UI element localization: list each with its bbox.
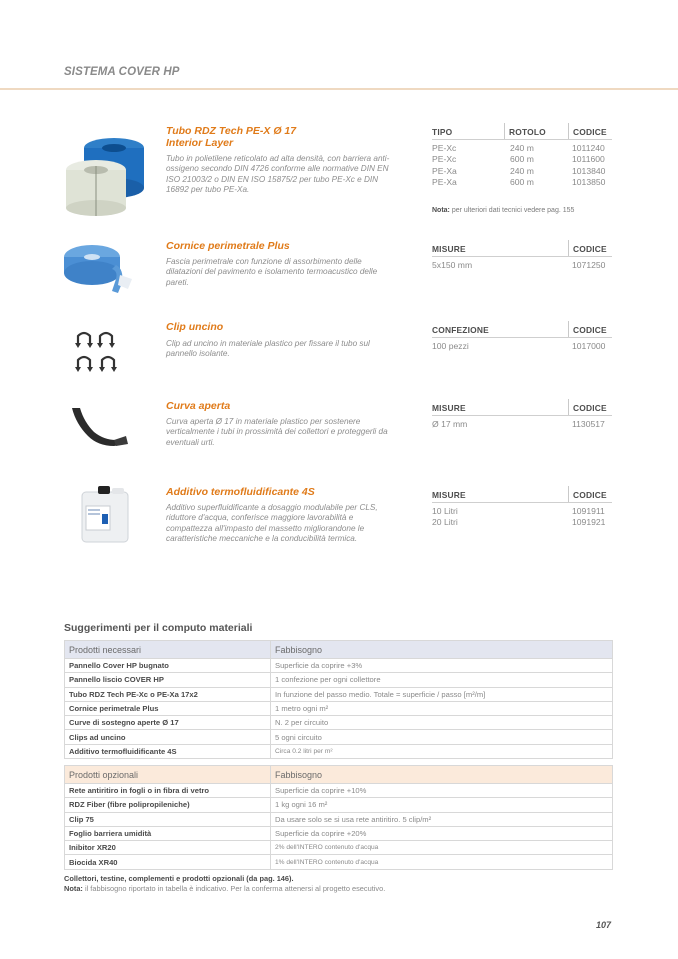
spec-row (432, 143, 612, 154)
spec-header: CODICE (568, 123, 612, 139)
spec-row (432, 517, 612, 528)
spec-cell: 1011240 (572, 143, 605, 153)
spec-table (432, 124, 612, 189)
requirement-cell: Superficie da coprire +10% (271, 784, 613, 798)
requirement-cell: Superficie da coprire +20% (271, 826, 613, 840)
spec-header: MISURE (432, 244, 466, 254)
footnote-note (64, 884, 385, 893)
spec-cell: 100 pezzi (432, 341, 469, 351)
required-products-table (64, 640, 613, 759)
product-name: Additivo termofluidificante 4S (166, 486, 315, 498)
spec-note (432, 207, 574, 214)
requirement-cell: 1 kg ogni 16 m² (271, 798, 613, 812)
requirement-cell: 5 ogni circuito (271, 730, 613, 744)
spec-header: CODICE (568, 240, 612, 256)
table-row (65, 673, 613, 687)
pipe-coils-icon (58, 118, 158, 218)
product-cell: Pannello liscio COVER HP (65, 673, 271, 687)
table-row (65, 826, 613, 840)
spec-cell: 5x150 mm (432, 260, 473, 270)
section-title: SISTEMA COVER HP (64, 66, 180, 78)
spec-header: MISURE (432, 403, 466, 413)
spec-row (432, 419, 612, 430)
product-cell: Pannello Cover HP bugnato (65, 659, 271, 673)
spec-header: ROTOLO (504, 123, 568, 139)
spec-cell: 240 m (510, 165, 534, 176)
table-header: Prodotti opzionali (65, 766, 271, 784)
spec-cell: 1091921 (572, 517, 606, 528)
spec-cell: PE-Xa (432, 177, 457, 188)
product-description: Tubo in polietilene reticolato ad alta densità, con barriera anti-ossigeno secondo DIN 4726 conforme alle normative DIN EN ISO 21003/2 o DIN EN ISO 15875/2 per tubo PE-Xc e DIN 16892 per tubo PE-Xa. (166, 154, 390, 195)
spec-cell: 1017000 (572, 341, 606, 351)
spec-cell: 600 m (510, 177, 534, 188)
open-bend-icon (58, 402, 158, 452)
canister-icon (58, 484, 158, 544)
table-row (65, 798, 613, 812)
spec-row (432, 154, 612, 165)
spec-table (432, 400, 612, 430)
spec-cell: 1013850 (572, 177, 606, 188)
product-cell: RDZ Fiber (fibre polipropileniche) (65, 798, 271, 812)
requirement-cell: Superficie da coprire +3% (271, 659, 613, 673)
requirement-cell: Circa 0.2 litri per m² (271, 744, 613, 758)
requirement-cell: 2% dell'INTERO contenuto d'acqua (271, 841, 613, 855)
spec-cell: PE-Xc (432, 143, 457, 153)
product-cell: Clip 75 (65, 812, 271, 826)
product-description: Clip ad uncino in materiale plastico per fissare il tubo sul pannello isolante. (166, 339, 370, 359)
spec-cell: 240 m (510, 143, 534, 153)
spec-row (432, 260, 612, 271)
spec-table (432, 322, 612, 352)
footnote-references (64, 874, 294, 883)
spec-row (432, 506, 612, 517)
table-row (65, 701, 613, 715)
spec-header: CODICE (568, 321, 612, 337)
table-row (65, 841, 613, 855)
product-name-line2: Interior Layer (166, 137, 234, 149)
product-cell: Foglio barriera umidità (65, 826, 271, 840)
spec-cell: 1130517 (572, 419, 605, 429)
spec-cell: 1013840 (572, 165, 606, 176)
spec-cell: 20 Litri (432, 517, 458, 528)
product-cell: Additivo termofluidificante 4S (65, 744, 271, 758)
note-label: Nota: (432, 207, 450, 214)
product-name: Clip uncino (166, 321, 224, 333)
table-row (65, 659, 613, 673)
table-header: Fabbisogno (271, 641, 613, 659)
spec-cell: 1091911 (572, 506, 605, 516)
spec-table (432, 487, 612, 529)
table-row (65, 784, 613, 798)
table-header: Prodotti necessari (65, 641, 271, 659)
requirement-cell: N. 2 per circuito (271, 716, 613, 730)
spec-cell: PE-Xa (432, 165, 457, 176)
product-cell: Inibitor XR20 (65, 841, 271, 855)
perimeter-strip-roll-icon (58, 235, 158, 300)
product-name-line1: Tubo RDZ Tech PE-X Ø 17 (166, 125, 297, 137)
table-row (65, 716, 613, 730)
spec-header: MISURE (432, 490, 466, 500)
optional-products-table (64, 765, 613, 870)
note-label: Nota: (64, 884, 83, 893)
table-header: Fabbisogno (271, 766, 613, 784)
note-text: per ulteriori dati tecnici vedere pag. 155 (451, 207, 575, 214)
product-cell: Curve di sostegno aperte Ø 17 (65, 716, 271, 730)
product-name: Cornice perimetrale Plus (166, 240, 290, 252)
spec-cell: 10 Litri (432, 506, 458, 516)
product-name: Curva aperta (166, 400, 231, 412)
requirement-cell: 1 confezione per ogni collettore (271, 673, 613, 687)
spec-row (432, 166, 612, 177)
requirement-cell: 1 metro ogni m² (271, 701, 613, 715)
product-cell: Clips ad uncino (65, 730, 271, 744)
table-row (65, 687, 613, 701)
spec-row (432, 341, 612, 352)
product-cell: Rete antiritiro in fogli o in fibra di vetro (65, 784, 271, 798)
page-number: 107 (596, 920, 612, 930)
spec-row (432, 177, 612, 188)
spec-header: TIPO (432, 127, 453, 137)
footnote-line1: Collettori, testine, complementi e prodotti opzionali (da pag. 146). (64, 874, 294, 883)
hook-clips-icon (58, 328, 158, 376)
product-description: Curva aperta Ø 17 in materiale plastico per sostenere verticalmente i tubi in prossimità dei collettori e proteggerli da eventuali urti. (166, 417, 388, 447)
spec-cell: PE-Xc (432, 154, 457, 165)
table-row (65, 730, 613, 744)
spec-cell: 1011600 (572, 154, 605, 165)
product-cell: Tubo RDZ Tech PE-Xc o PE-Xa 17x2 (65, 687, 271, 701)
note-text: il fabbisogno riportato in tabella è indicativo. Per la conferma attenersi al progetto esecutivo. (84, 884, 386, 893)
suggestions-title: Suggerimenti per il computo materiali (64, 622, 253, 634)
product-cell: Cornice perimetrale Plus (65, 701, 271, 715)
table-row (65, 812, 613, 826)
table-row (65, 744, 613, 758)
spec-cell: 600 m (510, 154, 534, 165)
spec-table (432, 241, 612, 271)
requirement-cell: 1% dell'INTERO contenuto d'acqua (271, 855, 613, 869)
header-divider (0, 88, 678, 90)
product-description: Additivo superfluidificante a dosaggio modulabile per CLS, riduttore d'acqua, conferisce maggiore lavorabilità e compattezza all'impasto del massetto migliorandone le caratteristiche meccaniche e la conducibilità termica. (166, 503, 378, 544)
spec-cell: 1071250 (572, 260, 606, 270)
spec-header: CODICE (568, 486, 612, 502)
product-description: Fascia perimetrale con funzione di assorbimento delle dilatazioni del pavimento e isolamento termoacustico delle pareti. (166, 257, 378, 287)
spec-header: CODICE (568, 399, 612, 415)
table-row (65, 855, 613, 869)
spec-cell: Ø 17 mm (432, 419, 468, 429)
requirement-cell: Da usare solo se si usa rete antiritiro. 5 clip/m² (271, 812, 613, 826)
product-cell: Biocida XR40 (65, 855, 271, 869)
product-name (166, 125, 296, 149)
spec-header: CONFEZIONE (432, 325, 489, 335)
requirement-cell: In funzione del passo medio. Totale = superficie / passo [m²/m] (271, 687, 613, 701)
